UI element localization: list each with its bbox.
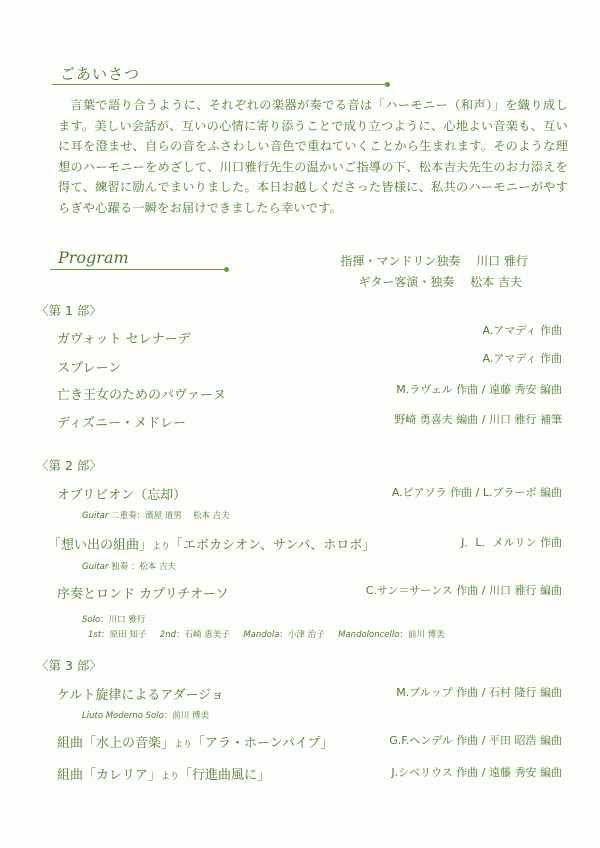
part1-item2-title: スプレーン xyxy=(57,361,122,376)
part1-item3-credit: M.ラヴェル 作曲 / 遠藤 秀安 編曲 xyxy=(396,383,562,396)
part1-item4-title: ディズニー・メドレー xyxy=(57,416,186,431)
part2-item3-title: 序奏とロンド カプリチオーソ xyxy=(57,587,229,602)
part3-item2-title: 組曲「水上の音楽」より「アラ・ホーンパイプ」 xyxy=(57,736,334,751)
part3-label: 〈第 3 部〉 xyxy=(36,658,102,673)
greeting-rule xyxy=(52,84,387,85)
part1-label: 〈第 1 部〉 xyxy=(36,303,102,318)
part3-item1-note: Liuto Moderno Solo：前川 博美 xyxy=(82,711,210,721)
part2-item1-note: Guitar 二重奏：濱屋 道男 松本 吉夫 xyxy=(82,511,230,521)
part2-item1-title: オブリビオン（忘却） xyxy=(57,488,187,503)
part1-item3-title: 亡き王女のためのパヴァーヌ xyxy=(57,388,226,403)
greeting-rule-dot xyxy=(385,82,390,87)
part2-item2-title: 「想い出の組曲」より「エボカシオン、サンバ、ホロボ」 xyxy=(48,538,376,553)
part1-item2-credit: A.アマディ 作曲 xyxy=(482,352,562,365)
program-heading: Program xyxy=(58,248,129,267)
program-rule-dot xyxy=(224,267,229,272)
part3-item1-credit: M.ブルップ 作曲 / 石村 隆行 編曲 xyxy=(396,686,562,699)
part2-item3-ensemble: 1st：原田 知子 2nd：石崎 恵美子 Mandola：小津 治子 Mandoloncello：前川 博美 xyxy=(88,630,445,640)
part2-item3-solo: Solo：川口 雅行 xyxy=(82,615,146,625)
performer-guitar: ギター客演・独奏 松本 吉夫 xyxy=(358,275,522,289)
part2-label: 〈第 2 部〉 xyxy=(36,458,102,473)
part3-item1-title: ケルト旋律によるアダージョ xyxy=(57,688,224,703)
part1-item4-credit: 野崎 勇喜夫 編曲 / 川口 雅行 補筆 xyxy=(394,413,562,426)
greeting-text: 言葉で語り合うように、それぞれの楽器が奏でる音は「ハーモニー（和声）」を織り成します。美しい会話が、互いの心情に寄り添うことで成り立つように、心地よい音楽も、互いに耳を澄ませ、自らの音をふさわしい音色で重ねていくことから生まれます。そのような理想のハーモニーをめざして、川口雅行先生の温かいご指導の下、松本吉夫先生のお力添えを得て、練習に励んでまいりました。本日お越しくださった皆様に、私共のハーモニーがやすらぎや心躍る一瞬をお届けできましたら幸いです。 xyxy=(58,98,568,215)
greeting-heading: ごあいさつ xyxy=(60,65,141,83)
part2-item3-credit: C.サン＝サーンス 作曲 / 川口 雅行 編曲 xyxy=(365,584,562,597)
part3-item3-title: 組曲「カレリア」より「行進曲風に」 xyxy=(57,768,271,783)
part3-item3-credit: J.シベリウス 作曲 / 遠藤 秀安 編曲 xyxy=(391,766,562,779)
part2-item2-credit: J．L．メルリン 作曲 xyxy=(461,536,562,549)
part3-item2-credit: G.F.ヘンデル 作曲 / 平田 昭浩 編曲 xyxy=(389,734,562,747)
part1-item1-title: ガヴォット セレナーデ xyxy=(57,332,191,347)
program-rule xyxy=(50,269,226,270)
part2-item1-credit: A.ピアソラ 作曲 / L.ブラーボ 編曲 xyxy=(391,486,562,499)
part1-item1-credit: A.アマディ 作曲 xyxy=(482,324,562,337)
performer-conductor: 指揮・マンドリン独奏 川口 雅行 xyxy=(340,254,528,268)
part2-item2-note: Guitar 独奏 ：松本 吉夫 xyxy=(82,562,176,572)
